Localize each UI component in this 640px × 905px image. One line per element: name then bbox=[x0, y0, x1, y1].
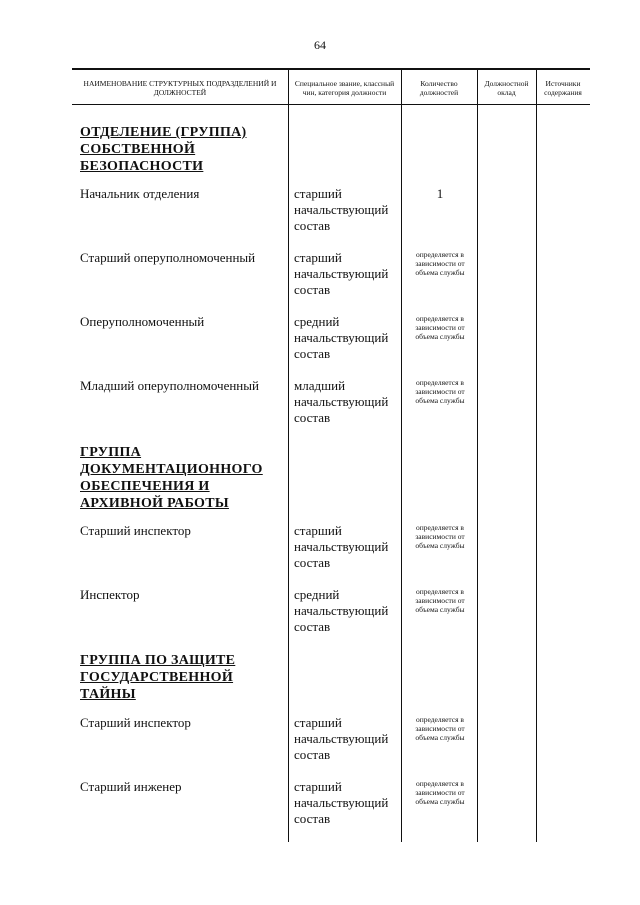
page-number: 64 bbox=[314, 38, 326, 52]
position-name: Старший инспектор bbox=[80, 715, 191, 730]
position-rank: старший начальствующий состав bbox=[294, 715, 389, 762]
position-name: Оперуполномоченный bbox=[80, 314, 205, 329]
position-rank: младший начальствующий состав bbox=[294, 378, 389, 425]
position-count: определяется в зависимости от объема службы bbox=[415, 587, 465, 614]
section-title: ГРУППА ПО ЗАЩИТЕ ГОСУДАРСТВЕННОЙ ТАЙНЫ bbox=[80, 653, 236, 702]
position-count: определяется в зависимости от объема службы bbox=[415, 250, 465, 277]
position-count: определяется в зависимости от объема службы bbox=[415, 378, 465, 405]
position-rank: средний начальствующий состав bbox=[294, 587, 389, 634]
position-count: 1 bbox=[436, 186, 444, 201]
staff-table bbox=[72, 68, 590, 842]
position-count: определяется в зависимости от объема службы bbox=[415, 314, 465, 341]
position-name: Начальник отделения bbox=[80, 186, 200, 201]
position-name: Старший инженер bbox=[80, 779, 182, 794]
header-position-count: Количество должностей bbox=[419, 79, 459, 97]
position-rank: старший начальствующий состав bbox=[294, 779, 389, 826]
header-bottom-rule bbox=[72, 104, 590, 105]
header-funding-source: Источники содержания bbox=[544, 79, 582, 97]
position-count: определяется в зависимости от объема службы bbox=[415, 715, 465, 742]
position-name: Старший оперуполномоченный bbox=[80, 250, 256, 265]
section-title: ОТДЕЛЕНИЕ (ГРУППА) СОБСТВЕННОЙ БЕЗОПАСНОСТИ bbox=[80, 125, 247, 174]
position-count: определяется в зависимости от объема службы bbox=[415, 779, 465, 806]
position-name: Младший оперуполномоченный bbox=[80, 378, 259, 393]
header-salary: Должностной оклад bbox=[484, 79, 529, 97]
position-rank: старший начальствующий состав bbox=[294, 250, 389, 297]
position-rank: старший начальствующий состав bbox=[294, 186, 389, 233]
column-divider-3 bbox=[477, 68, 478, 842]
header-position-name: НАИМЕНОВАНИЕ СТРУКТУРНЫХ ПОДРАЗДЕЛЕНИЙ И ДОЛЖНОСТЕЙ bbox=[83, 79, 277, 97]
position-rank: старший начальствующий состав bbox=[294, 523, 389, 570]
column-divider-4 bbox=[536, 68, 537, 842]
section-title: ГРУППА ДОКУМЕНТАЦИОННОГО ОБЕСПЕЧЕНИЯ И АРХИВНОЙ РАБОТЫ bbox=[80, 445, 263, 511]
position-count: определяется в зависимости от объема службы bbox=[415, 523, 465, 550]
position-name: Инспектор bbox=[80, 587, 140, 602]
header-special-rank: Специальное звание, классный чин, категория должности bbox=[294, 79, 395, 97]
table-top-rule bbox=[72, 68, 590, 70]
position-rank: средний начальствующий состав bbox=[294, 314, 389, 361]
position-name: Старший инспектор bbox=[80, 523, 191, 538]
